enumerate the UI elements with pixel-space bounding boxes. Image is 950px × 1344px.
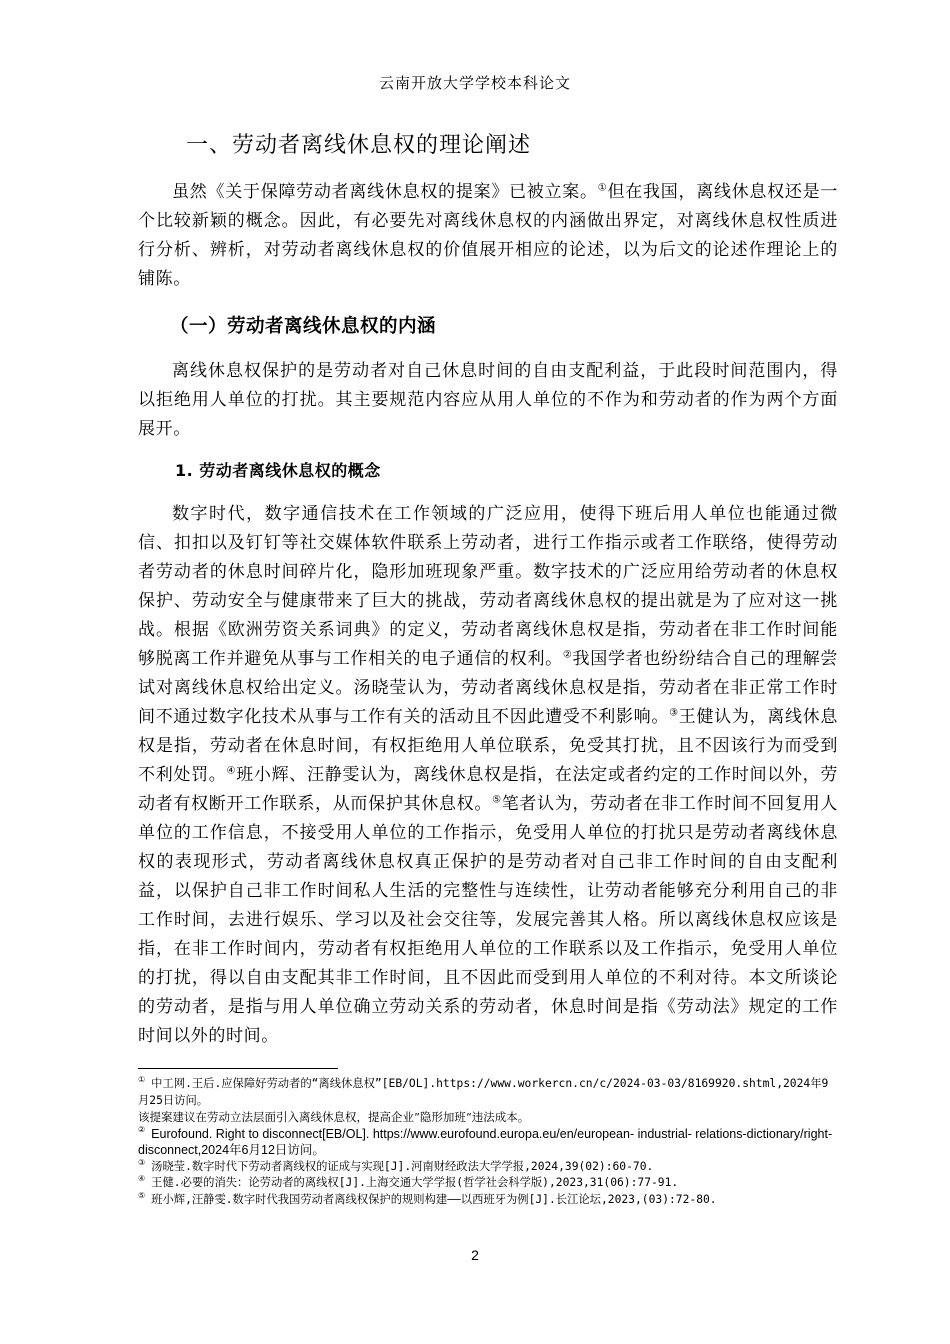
running-header: 云南开放大学学校本科论文 xyxy=(378,74,571,92)
footnote-text: 该提案建议在劳动立法层面引入离线休息权，提高企业”隐形加班“违法成本。 xyxy=(138,1110,530,1124)
footnote-text: 汤晓莹.数字时代下劳动者离线权的证成与实现[J].河南财经政法大学学报,2024,39(02):60-70. xyxy=(151,1159,654,1173)
footnotes xyxy=(138,1076,838,1208)
subsection-heading: （一）劳动者离线休息权的内涵 xyxy=(170,316,437,337)
intro-paragraph xyxy=(138,178,838,294)
footnote-3 xyxy=(138,1159,838,1176)
footnote-2 xyxy=(138,1126,838,1159)
body-text-2: 我国学者也纷纷结合自己的理解尝试对离线休息权给出定义。汤晓莹认为，劳动者离线休息权是指，劳动者在非正常工作时间不通过数字化技术从事与工作有关的活动且不因此遭受不利影响。 xyxy=(138,649,838,727)
body-text-3: 王健认为，离线休息权是指，劳动者在休息时间，有权拒绝用人单位联系，免受其打扰，且不因该行为而受到不利处罚。 xyxy=(138,707,838,785)
footnote-1-continuation xyxy=(138,1109,838,1126)
footnote-text: 王健.必要的消失：论劳动者的离线权[J].上海交通大学学报(哲学社会科学版),2023,31(06):77-91. xyxy=(151,1176,679,1189)
footnote-text: 中工网.王后.应保障好劳动者的“离线休息权”[EB/OL].https://www.workercn.cn/c/2024-03-03/8169920.shtml,2024年9月25日访问。 xyxy=(138,1077,829,1107)
footnote-ref-1[interactable]: ① xyxy=(597,182,608,194)
footnote-text: Eurofound. Right to disconnect[EB/OL]. https://www.eurofound.europa.eu/en/european- industrial- relations-dictionary/right-disconnect,2024年6月12日访问。 xyxy=(138,1126,833,1157)
body-text-5: 笔者认为，劳动者在非工作时间不回复用人单位的工作信息，不接受用人单位的工作指示，免受用人单位的打扰只是劳动者离线休息权的表现形式，劳动者离线休息权真正保护的是劳动者对自己非工作时间的自由支配利益，以保护自己非工作时间私人生活的完整性与连续性，让劳动者能够充分利用自己的非工作时间，去进行娱乐、学习以及社会交往等，发展完善其人格。所以离线休息权应该是指，在非工作时间内，劳动者有权拒绝用人单位的工作联系以及工作指示，免受用人单位的打扰，得以自由支配其非工作时间，且不因此而受到用人单位的不利对待。本文所谈论的劳动者，是指与用人单位确立劳动关系的劳动者，休息时间是指《劳动法》规定的工作时间以外的时间。 xyxy=(138,794,838,1046)
body-paragraph xyxy=(138,500,838,1051)
footnote-text: 班小辉,汪静雯.数字时代我国劳动者离线权保护的规则构建——以西班牙为例[J].长江论坛,2023,(03):72-80. xyxy=(151,1192,717,1206)
body-text-1: 数字时代，数字通信技术在工作领域的广泛应用，使得下班后用人单位也能通过微信、扣扣以及钉钉等社交媒体软件联系上劳动者，进行工作指示或者工作联络，使得劳动者劳动者的休息时间碎片化，隐形加班现象严重。数字技术的广泛应用给劳动者的休息权保护、劳动安全与健康带来了巨大的挑战，劳动者离线休息权的提出就是为了应对这一挑战。根据《欧洲劳资关系词典》的定义，劳动者离线休息权是指，劳动者在非工作时间能够脱离工作并避免从事与工作相关的电子通信的权利。 xyxy=(138,504,838,669)
footnote-1 xyxy=(138,1076,838,1109)
footnote-ref-4[interactable]: ④ xyxy=(226,765,237,777)
footnote-ref-2[interactable]: ② xyxy=(562,649,573,661)
footnote-5 xyxy=(138,1192,838,1209)
footnote-mark: ④ xyxy=(138,1174,146,1184)
footnote-mark: ③ xyxy=(138,1157,146,1167)
footnote-mark: ⑤ xyxy=(138,1190,146,1200)
footnote-ref-5[interactable]: ⑤ xyxy=(492,794,502,806)
footnote-4 xyxy=(138,1175,838,1192)
intro-text-b: 但在我国，离线休息权还是一个比较新颖的概念。因此，有必要先对离线休息权的内涵做出界定，对离线休息权性质进行分析、辨析，对劳动者离线休息权的价值展开相应的论述，以为后文的论述作理论上的铺陈。 xyxy=(138,182,838,289)
footnote-ref-3[interactable]: ③ xyxy=(669,707,679,719)
section-heading: 一、劳动者离线休息权的理论阐述 xyxy=(186,133,532,158)
footnote-mark: ② xyxy=(138,1125,146,1135)
item-heading: 1. 劳动者离线休息权的概念 xyxy=(175,461,381,480)
subsection-intro-paragraph: 离线休息权保护的是劳动者对自己休息时间的自由支配利益，于此段时间范围内，得以拒绝用人单位的打扰。其主要规范内容应从用人单位的不作为和劳动者的作为两个方面展开。 xyxy=(138,361,838,439)
intro-text-a: 虽然《关于保障劳动者离线休息权的提案》已被立案。 xyxy=(172,182,598,202)
footnote-mark: ① xyxy=(138,1075,146,1085)
footnote-separator xyxy=(138,1068,338,1069)
body-text-4: 班小辉、汪静雯认为，离线休息权是指，在法定或者约定的工作时间以外，劳动者有权断开工作联系，从而保护其休息权。 xyxy=(138,765,838,814)
page-number: 2 xyxy=(471,1247,479,1263)
